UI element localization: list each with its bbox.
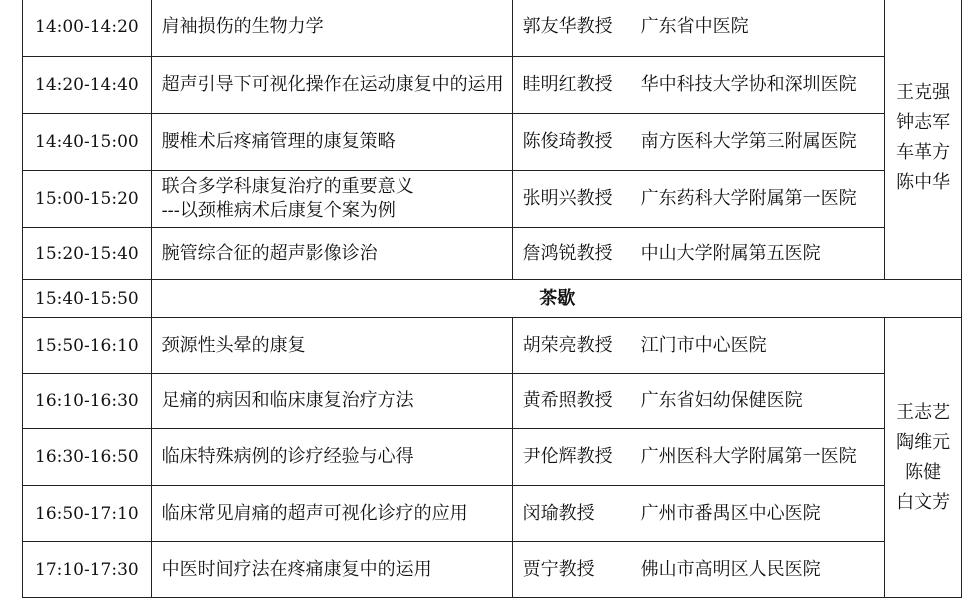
chair-name: 钟志军 [896, 112, 951, 133]
speaker-org: 江门市中心医院 [640, 334, 767, 356]
topic-cell: 颈源性头晕的康复 [151, 318, 512, 374]
speaker-cell [512, 114, 885, 171]
table-row [23, 228, 962, 280]
speaker-name: 胡荣亮教授 [522, 334, 613, 356]
time-cell: 15:20-15:40 [23, 228, 152, 280]
speaker-org: 华中科技大学协和深圳医院 [640, 74, 857, 95]
speaker-org: 广州医科大学附属第一医院 [640, 446, 857, 467]
chair-name: 白文芳 [896, 491, 951, 513]
topic-cell: 超声引导下可视化操作在运动康复中的运用 [151, 57, 512, 114]
speaker-org: 广州市番禺区中心医院 [640, 502, 821, 524]
topic-cell: 中医时间疗法在疼痛康复中的运用 [151, 542, 512, 598]
time-cell: 15:00-15:20 [23, 171, 152, 228]
table-row [23, 374, 962, 429]
speaker-name: 眭明红教授 [522, 74, 613, 95]
chair-name: 陶维元 [896, 431, 951, 453]
speaker-name: 尹伦辉教授 [522, 446, 613, 467]
table-row [23, 57, 962, 114]
time-cell: 15:50-16:10 [23, 318, 152, 374]
speaker-name: 詹鸿锐教授 [522, 242, 613, 264]
topic-cell [151, 171, 512, 228]
speaker-org: 佛山市高明区人民医院 [640, 558, 821, 580]
speaker-cell [512, 171, 885, 228]
chair-name: 王志艺 [896, 401, 951, 423]
time-cell: 14:40-15:00 [23, 114, 152, 171]
table-row [23, 429, 962, 486]
table-row [23, 171, 962, 228]
chair-name: 陈健 [905, 461, 942, 483]
time-cell: 17:10-17:30 [23, 542, 152, 598]
table-row [23, 114, 962, 171]
table-row [23, 0, 962, 57]
speaker-cell [512, 318, 885, 374]
table-row [23, 486, 962, 542]
time-cell: 15:40-15:50 [23, 280, 152, 318]
speaker-cell [512, 374, 885, 429]
time-cell: 16:30-16:50 [23, 429, 152, 486]
topic-cell: 临床特殊病例的诊疗经验与心得 [151, 429, 512, 486]
speaker-cell [512, 486, 885, 542]
speaker-name: 黄希照教授 [522, 390, 613, 411]
speaker-name: 张明兴教授 [522, 188, 613, 209]
break-label: 茶歇 [151, 280, 961, 318]
table-row [23, 542, 962, 598]
speaker-cell [512, 0, 885, 57]
topic-cell: 足痛的病因和临床康复治疗方法 [151, 374, 512, 429]
chair-name: 王克强 [896, 82, 951, 103]
chair-cell [885, 0, 962, 280]
topic-cell: 肩袖损伤的生物力学 [151, 0, 512, 57]
speaker-org: 广东药科大学附属第一医院 [640, 188, 857, 209]
speaker-cell [512, 57, 885, 114]
speaker-org: 广东省中医院 [640, 15, 749, 37]
speaker-name: 贾宁教授 [522, 558, 595, 580]
speaker-cell [512, 228, 885, 280]
chair-cell [885, 318, 962, 598]
topic-line: 联合多学科康复治疗的重要意义 [161, 176, 414, 197]
topic-cell: 腰椎术后疼痛管理的康复策略 [151, 114, 512, 171]
chair-name: 陈中华 [896, 172, 951, 193]
speaker-org: 中山大学附属第五医院 [640, 242, 821, 264]
speaker-name: 郭友华教授 [522, 15, 613, 37]
table-row [23, 318, 962, 374]
speaker-org: 广东省妇幼保健医院 [640, 390, 803, 411]
speaker-cell [512, 429, 885, 486]
schedule-table [22, 0, 962, 598]
topic-cell: 腕管综合征的超声影像诊治 [151, 228, 512, 280]
time-cell: 14:00-14:20 [23, 0, 152, 57]
speaker-name: 闵瑜教授 [522, 502, 595, 524]
topic-subtitle: ---以颈椎病术后康复个案为例 [161, 200, 396, 221]
speaker-cell [512, 542, 885, 598]
speaker-org: 南方医科大学第三附属医院 [640, 131, 857, 152]
chair-name: 车革方 [896, 142, 951, 163]
break-row [23, 280, 962, 318]
time-cell: 16:50-17:10 [23, 486, 152, 542]
time-cell: 16:10-16:30 [23, 374, 152, 429]
speaker-name: 陈俊琦教授 [522, 131, 613, 152]
time-cell: 14:20-14:40 [23, 57, 152, 114]
topic-cell: 临床常见肩痛的超声可视化诊疗的应用 [151, 486, 512, 542]
